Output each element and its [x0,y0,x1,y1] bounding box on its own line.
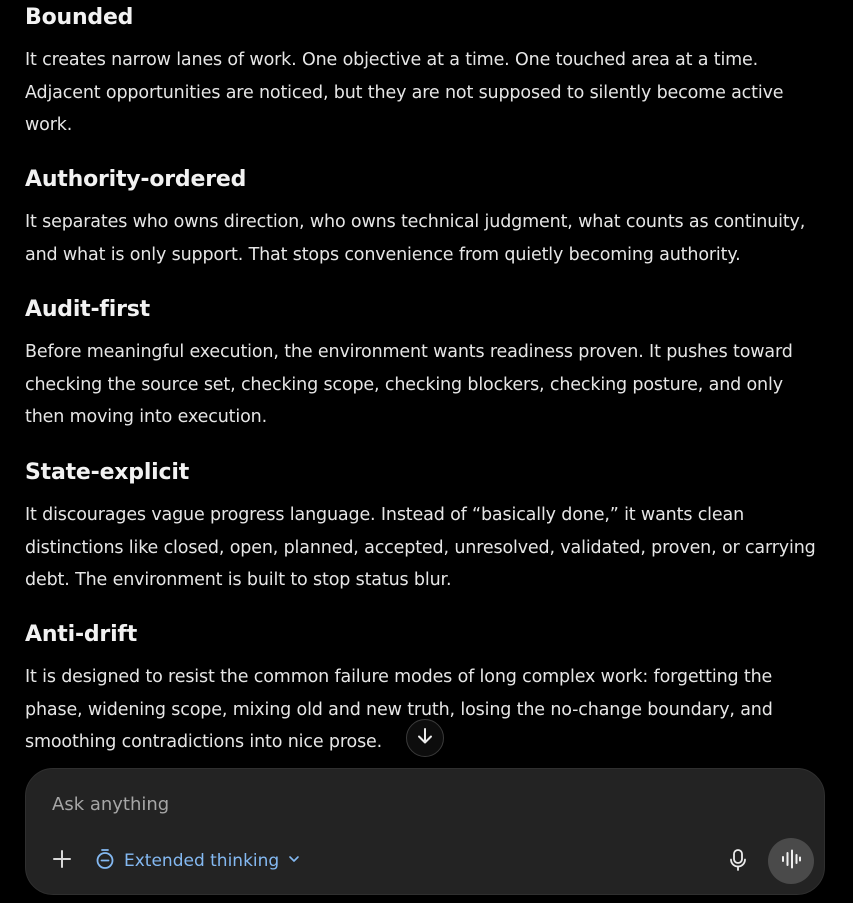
section-body: Before meaningful execution, the environment wants readiness proven. It pushes toward checking the source set, checking scope, checking blockers, checking posture, and only then moving into execution. [25,342,793,427]
arrow-down-icon [415,726,435,750]
voice-mode-button[interactable] [768,838,814,884]
section-bounded [25,3,815,142]
microphone-icon [728,848,748,876]
section-title: Bounded [25,5,134,30]
chevron-down-icon [287,851,301,871]
scroll-to-bottom-button[interactable] [406,719,444,757]
prompt-input[interactable] [52,789,752,819]
composer [25,768,825,895]
section-title: Audit-first [25,297,150,322]
section-title: State-explicit [25,460,190,485]
extended-thinking-toggle[interactable] [94,846,301,876]
section-title: Authority-ordered [25,167,247,192]
section-body: It separates who owns direction, who owns technical judgment, what counts as continuity, and what is only support. That stops convenience from quietly becoming authority. [25,212,806,265]
add-attachment-button[interactable] [48,847,76,875]
timer-icon [94,848,116,875]
section-body: It is designed to resist the common failure modes of long complex work: forgetting the phase, widening scope, mixing old and new truth, losing the no-change boundary, and smoothing contradictions into nice prose. [25,667,773,752]
section-title: Anti-drift [25,622,138,647]
voice-waveform-icon [780,849,802,873]
section-authority-ordered [25,165,830,271]
plus-icon [52,849,72,873]
section-state-explicit [25,458,835,597]
section-body: It discourages vague progress language. Instead of “basically done,” it wants clean distinctions like closed, open, planned, accepted, unresolved, validated, proven, or carrying debt. The environment is built to stop status blur. [25,505,816,590]
extended-thinking-label: Extended thinking [124,851,280,871]
section-audit-first [25,295,815,434]
dictate-button[interactable] [724,846,752,878]
section-body: It creates narrow lanes of work. One objective at a time. One touched area at a time. Adjacent opportunities are noticed, but they are not supposed to silently become active work. [25,50,784,135]
